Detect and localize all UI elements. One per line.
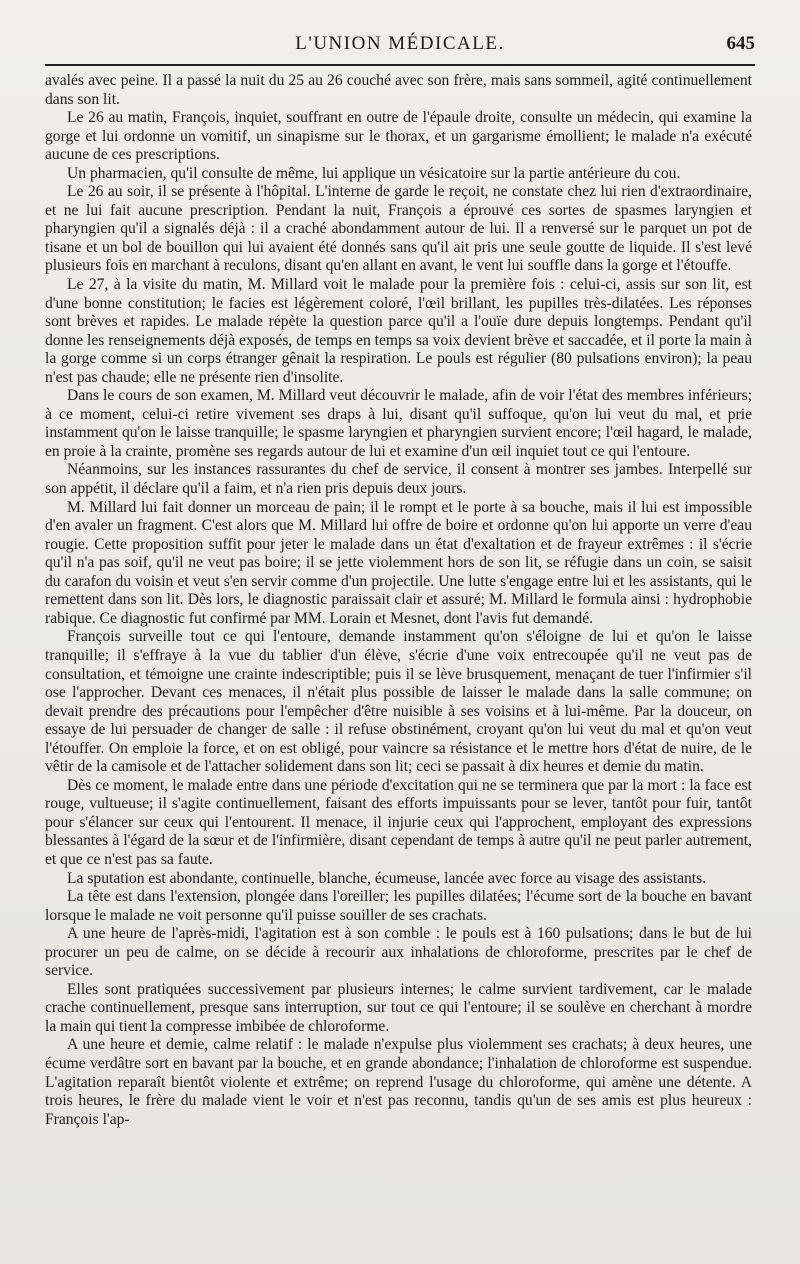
paragraph: Dès ce moment, le malade entre dans une période d'excitation qui ne se terminera que par la mort : la face est rouge, vultueuse; il s'agite continuellement, faisant des efforts impuissants pour se lever, tantôt pour fuir, tantôt pour s'élancer sur ceux qui l'entourent. Il menace, il injurie ceux qui l'approchent, employant des expressions blessantes à l'égard de la sœur et de l'infirmière, disant cependant de temps à autre qu'il ne peut parler autrement, et que ce n'est pas sa faute. xyxy=(45,776,752,868)
paragraph: Dans le cours de son examen, M. Millard veut découvrir le malade, afin de voir l'état des membres inférieurs; à ce moment, celui-ci retire vivement ses draps à lui, disant qu'il suffoque, qu'on lui veut du mal, et prie instamment qu'on le laisse tranquille; le spasme laryngien et pharyngien survient encore; l'œil hagard, le malade, en proie à la crainte, promène ses regards autour de lui et examine d'un œil inquiet tout ce qui l'entoure. xyxy=(45,387,752,460)
paragraph: Le 26 au matin, François, inquiet, souffrant en outre de l'épaule droite, consulte un médecin, qui examine la gorge et lui ordonne un vomitif, un sinapisme sur le thorax, et un gargarisme émollient; le malade n'a exécuté aucune de ces prescriptions. xyxy=(45,109,752,164)
paragraph: M. Millard lui fait donner un morceau de pain; il le rompt et le porte à sa bouche, mais il lui est impossible d'en avaler un fragment. C'est alors que M. Millard lui offre de boire et ordonne qu'on lui apporte un verre d'eau rougie. Cette proposition suffit pour jeter le malade dans un état d'exaltation et de frayeur extrêmes : il s'écrie qu'il n'a pas soif, qu'il ne veut pas boire; il se jette violemment hors de son lit, se réfugie dans un coin, se saisit du carafon du voisin et veut s'en servir comme d'un projectile. Une lutte s'engage entre lui et les assistants, qui le remettent dans son lit. Dès lors, le diagnostic paraissait clair et assuré; M. Millard le formula ainsi : hydrophobie rabique. Ce diagnostic fut confirmé par MM. Lorain et Mesnet, dont l'avis fut demandé. xyxy=(45,498,752,627)
paragraph: Elles sont pratiquées successivement par plusieurs internes; le calme survient tardivement, car le malade crache continuellement, presque sans interruption, sur tout ce qui l'entoure; il se soulève en cherchant à mordre la main qui tient la compresse imbibée de chloroforme. xyxy=(45,980,752,1035)
paragraph: Le 27, à la visite du matin, M. Millard voit le malade pour la première fois : celui-ci, assis sur son lit, est d'une bonne constitution; le facies est légèrement coloré, l'œil brillant, les pupilles très-dilatées. Les réponses sont brèves et rapides. Le malade répète la question parce qu'il a l'ouïe dure depuis longtemps. Pendant qu'il donne les renseignements déjà exposés, de temps en temps sa voix devient brève et saccadée, et il porte la main à la gorge comme si un corps étranger gênait la respiration. Le pouls est régulier (80 pulsations environ); la peau n'est pas chaude; elle ne présente rien d'insolite. xyxy=(45,276,752,386)
paragraph: Un pharmacien, qu'il consulte de même, lui applique un vésicatoire sur la partie antérieure du cou. xyxy=(67,164,681,182)
paragraph: A une heure de l'après-midi, l'agitation est à son comble : le pouls est à 160 pulsations; dans le but de lui procurer un peu de calme, on se décide à recourir aux inhalations de chloroforme, prescrites par le chef de service. xyxy=(45,925,752,980)
header-rule xyxy=(45,64,755,66)
paragraph: Le 26 au soir, il se présente à l'hôpital. L'interne de garde le reçoit, ne constate chez lui rien d'extraordinaire, et ne lui fait aucune prescription. Pendant la nuit, François a éprouvé ces sortes de spasmes laryngien et pharyngien qu'il a signalés déjà : il a craché abondamment autour de lui. Il a renversé sur le parquet un pot de tisane et un bol de bouillon qui lui avaient été donnés sans qu'il ait pris une seule goutte de liquide. Il s'est levé plusieurs fois en marchant à reculons, disant qu'en allant en avant, le vent lui souffle dans la gorge et l'étouffe. xyxy=(45,183,752,275)
article-body xyxy=(45,72,752,1129)
paragraph: La tête est dans l'extension, plongée dans l'oreiller; les pupilles dilatées; l'écume sort de la bouche en bavant lorsque le malade ne voit personne qu'il puisse souiller de ses crachats. xyxy=(45,888,752,924)
paragraph: avalés avec peine. Il a passé la nuit du 25 au 26 couché avec son frère, mais sans sommeil, agité continuellement dans son lit. xyxy=(45,72,752,108)
paragraph: Néanmoins, sur les instances rassurantes du chef de service, il consent à montrer ses jambes. Interpellé sur son appétit, il déclare qu'il a faim, et n'a rien pris depuis deux jours. xyxy=(45,461,752,498)
page-header xyxy=(45,30,755,60)
paragraph: A une heure et demie, calme relatif : le malade n'expulse plus violemment ses crachats; à deux heures, une écume verdâtre sort en bavant par la bouche, et en grande abondance; l'inhalation de chloroforme est suspendue. L'agitation reparaît bientôt violente et extrême; on reprend l'usage du chloroforme, qui amène une détente. A trois heures, le frère du malade vient le voir et n'est pas reconnu, tandis qu'un de ses amis est plus heureux : François l'ap- xyxy=(45,1036,752,1128)
page-number: 645 xyxy=(726,33,755,54)
paragraph: François surveille tout ce qui l'entoure, demande instamment qu'on s'éloigne de lui et qu'on le laisse tranquille; il s'effraye à la vue du tablier d'un élève, s'écrie d'une voix entrecoupée qu'il ne veut pas de consultation, et témoigne une crainte indescriptible; puis il se lève brusquement, menaçant de tuer l'infirmier s'il ose l'approcher. Devant ces menaces, il n'était plus possible de laisser le malade dans la salle commune; on devait prendre des précautions pour l'empêcher d'être nuisible à ses voisins et à lui-même. Par la douceur, on essaye de lui persuader de changer de salle : il refuse obstinément, croyant qu'on lui veut du mal et qu'on veut l'étouffer. On emploie la force, et on est obligé, pour vaincre sa résistance et le mettre hors d'état de nuire, de le vêtir de la camisole et de l'attacher solidement dans son lit; ceci se passait à dix heures et demie du matin. xyxy=(45,628,752,776)
running-title: L'UNION MÉDICALE. xyxy=(295,33,505,54)
paragraph: La sputation est abondante, continuelle, blanche, écumeuse, lancée avec force au visage des assistants. xyxy=(67,869,707,887)
